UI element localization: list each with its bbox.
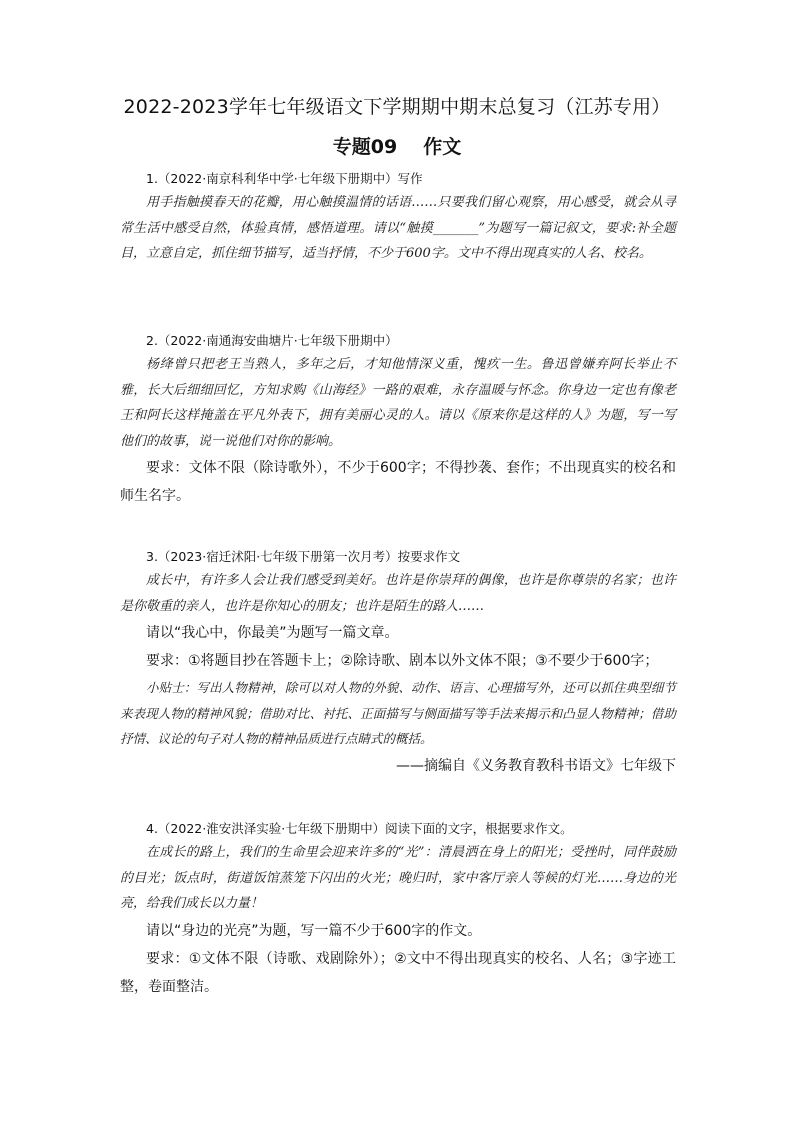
question-4-instruction: 请以“身边的光亮”为题，写一篇不少于600字的作文。 xyxy=(146,922,482,939)
question-4-heading: 4.（2022·淮安洪泽实验·七年级下册期中）阅读下面的文字，根据要求作文。 xyxy=(146,821,573,836)
question-3-heading: 3.（2023·宿迁沭阳·七年级下册第一次月考）按要求作文 xyxy=(146,549,461,564)
document-title: 2022-2023学年七年级语文下学期期中期末总复习（江苏专用） xyxy=(123,96,671,118)
question-1-prompt: 用手指触摸春天的花瓣，用心触摸温情的话语……只要我们留心观察，用心感受，就会从寻常生活中感受自然，体验真情，感悟道理。请以“触摸_______”为题写一篇记叙文，要求:补全题目，立意自定，抓住细节描写，适当抒情，不少于600字。文中不得出现真实的人名、校名。 xyxy=(120,195,676,261)
question-3-prompt: 成长中，有许多人会让我们感受到美好。也许是你崇拜的偶像，也许是你尊崇的名家；也许是你敬重的亲人，也许是你知心的朋友；也许是陌生的路人…… xyxy=(120,573,676,614)
question-2-requirements: 要求：文体不限（除诗歌外），不少于600字；不得抄袭、套作；不出现真实的校名和师生名字。 xyxy=(120,460,676,504)
question-3-tip: 小贴士：写出人物精神，除可以对人物的外貌、动作、语言、心理描写外，还可以抓住典型细节来表现人物的精神风貌；借助对比、衬托、正面描写与侧面描写等手法来揭示和凸显人物精神；借助抒情、议论的句子对人物的精神品质进行点睛式的概括。 xyxy=(120,680,676,746)
question-3-source: ——摘编自《义务教育教科书语文》七年级下 xyxy=(396,757,676,774)
question-4-prompt: 在成长的路上，我们的生命里会迎来许多的“光”：清晨洒在身上的阳光；受挫时，同伴鼓励的目光；饭点时，街道饭馆蒸笼下闪出的火光；晚归时，家中客厅亲人等候的灯光……身边的光亮，给我们成长以力量！ xyxy=(120,845,676,911)
question-1-heading: 1.（2022·南京科利华中学·七年级下册期中）写作 xyxy=(146,171,423,186)
document-subtitle xyxy=(0,134,794,160)
question-1 xyxy=(120,168,676,267)
question-3-instruction: 请以“我心中，你最美”为题写一篇文章。 xyxy=(146,625,399,641)
question-4 xyxy=(120,818,676,1001)
question-2 xyxy=(120,330,676,510)
question-4-requirements: 要求：①文体不限（诗歌、戏剧除外）；②文中不得出现真实的校名、人名；③字迹工整，卷面整洁。 xyxy=(120,950,676,995)
question-3 xyxy=(120,546,676,780)
question-3-requirements: 要求：①将题目抄在答题卡上；②除诗歌、剧本以外文体不限；③不要少于600字； xyxy=(146,653,659,669)
question-2-heading: 2.（2022·南通海安曲塘片·七年级下册期中） xyxy=(146,333,398,348)
question-2-prompt: 杨绛曾只把老王当熟人，多年之后，才知他情深义重，愧疚一生。鲁迅曾嫌弃阿长举止不雅，长大后细细回忆，方知求购《山海经》一路的艰难，永存温暖与怀念。你身边一定也有像老王和阿长这样掩盖在平凡外表下，拥有美丽心灵的人。请以《原来你是这样的人》为题，写一写他们的故事，说一说他们对你的影响。 xyxy=(120,357,676,449)
topic-name: 作文 xyxy=(423,136,462,158)
topic-number: 专题09 xyxy=(332,136,398,158)
